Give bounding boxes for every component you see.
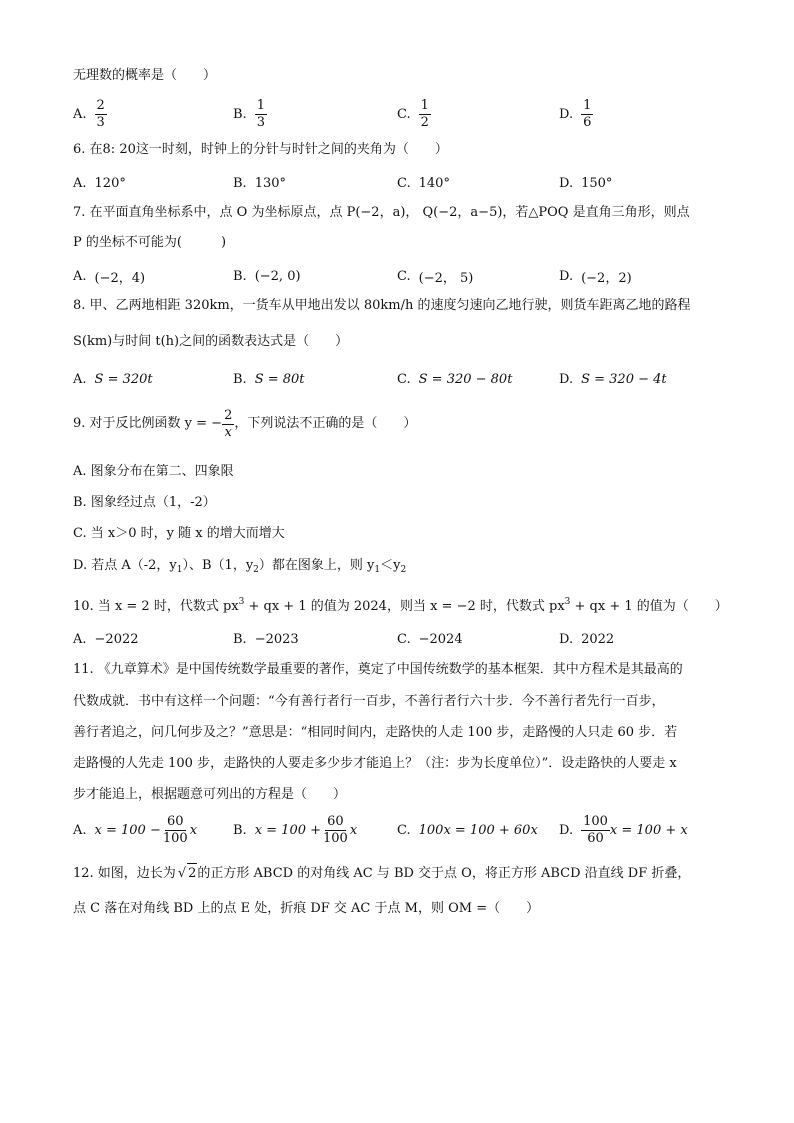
fraction: $\frac{100}{60}$	[583, 813, 608, 846]
q11-options	[73, 808, 723, 852]
q8-stem-line1: 8. 甲、乙两地相距 320km，一货车从甲地出发以 80km/h 的速度匀速向乙地行驶，则货车距离乙地的路程	[73, 298, 691, 313]
q11-option-a[interactable]: A. x = 100 − $\frac{60}{100}$ x	[73, 813, 198, 846]
q11-stem-line1: 11. 《九章算术》是中国传统数学最重要的著作，奠定了中国传统数学的基本框架．其中方程术是其最高的	[73, 662, 683, 677]
q7-stem-line2: P 的坐标不可能为( )	[73, 235, 227, 250]
q5-option-d[interactable]: D. $\frac{1}{6}$	[559, 97, 592, 130]
q11-option-b[interactable]: B. x = 100 + $\frac{60}{100}$ x	[233, 813, 358, 846]
sqrt-radicand: 2	[187, 863, 197, 884]
q5-option-a[interactable]: A. $\frac{2}{3}$	[73, 97, 105, 130]
q8-option-b[interactable]: B. S = 80t	[233, 371, 305, 387]
q6-option-c[interactable]: C. 140°	[397, 175, 450, 191]
q9-choice-b[interactable]: B. 图象经过点（1，-2）	[73, 495, 216, 510]
fraction: $\frac{60}{100}$	[323, 813, 348, 846]
q10-stem: 10. 当 x = 2 时，代数式 $px^3$ + qx + 1 的值为 2024，则当 x = −2 时，代数式 $px^3$ + qx + 1 的值为（ ）	[73, 597, 728, 614]
q10-option-c[interactable]: C. −2024	[397, 631, 463, 647]
q6-stem: 6. 在8: 20这一时刻，时钟上的分针与时针之间的夹角为（ ）	[73, 142, 448, 157]
fraction: $\frac{1}{3}$	[256, 97, 265, 130]
q6-option-b[interactable]: B. 130°	[233, 175, 287, 191]
q10-options	[73, 627, 723, 651]
q5-option-c[interactable]: C. $\frac{1}{2}$	[397, 97, 429, 130]
fraction: $\frac{2}{3}$	[96, 97, 105, 130]
q5-stem: 无理数的概率是（ ）	[73, 68, 217, 83]
q11-option-c[interactable]: C. 100x = 100 + 60x	[397, 822, 538, 838]
q6-option-d[interactable]: D. 150°	[559, 175, 613, 191]
q11-stem-line3: 善行者追之，问几何步及之？”意思是：“相同时间内，走路快的人走 100 步，走路慢的人只走 60 步．若	[73, 725, 678, 740]
fraction: $\frac{1}{6}$	[583, 97, 592, 130]
q8-stem-line2: S(km)与时间 t(h)之间的函数表达式是（ ）	[73, 334, 349, 349]
q6-option-a[interactable]: A. 120°	[73, 175, 126, 191]
q11-option-d[interactable]: D. $\frac{100}{60}$ x = 100 + x	[559, 813, 688, 846]
q10-option-a[interactable]: A. −2022	[73, 631, 139, 647]
q9-stem: 9. 对于反比例函数 y = − $\frac{2}{x}$ ，下列说法不正确的是（ ）	[73, 407, 417, 440]
fraction: $\frac{2}{x}$	[224, 407, 233, 440]
q5-option-b[interactable]: B. $\frac{1}{3}$	[233, 97, 265, 130]
q11-stem-line4: 走路慢的人先走 100 步，走路快的人要走多少步才能追上？（注：步为长度单位）”．设走路快的人要走 x	[73, 756, 677, 771]
q8-option-c[interactable]: C. S = 320 − 80t	[397, 371, 513, 387]
q5-options	[73, 92, 723, 136]
fraction: $\frac{60}{100}$	[162, 813, 188, 846]
q7-option-a[interactable]: A. (−2，4)	[73, 268, 146, 286]
q11-stem-line2: 代数成就．书中有这样一个问题：“今有善行者行一百步，不善行者行六十步．今不善行者先行一百步，	[73, 694, 665, 709]
q6-options	[73, 171, 723, 195]
q10-option-d[interactable]: D. 2022	[559, 631, 615, 647]
q7-option-b[interactable]: B. (−2, 0)	[233, 268, 301, 284]
q7-option-d[interactable]: D. (−2，2)	[559, 268, 632, 286]
q7-options	[73, 264, 723, 288]
q11-stem-line5: 步才能追上，根据题意可列出的方程是（ ）	[73, 787, 347, 802]
q12-stem-line1: 12. 如图，边长为 √ 2的正方形 ABCD 的对角线 AC 与 BD 交于点 O，将正方形 ABCD 沿直线 DF 折叠，	[73, 863, 690, 884]
q8-options	[73, 367, 723, 391]
q9-choice-c[interactable]: C. 当 x＞0 时，y 随 x 的增大而增大	[73, 526, 285, 541]
q7-option-c[interactable]: C. (−2， 5)	[397, 268, 474, 286]
q12-stem-line2: 点 C 落在对角线 BD 上的点 E 处，折痕 DF 交 AC 于点 M，则 OM =（ ）	[73, 901, 540, 916]
q8-option-a[interactable]: A. S = 320t	[73, 371, 153, 387]
q7-stem-line1: 7. 在平面直角坐标系中，点 O 为坐标原点，点 P(−2，a)， Q(−2，a−5)，若△POQ 是直角三角形，则点	[73, 205, 690, 220]
q9-choice-a[interactable]: A. 图象分布在第二、四象限	[73, 464, 234, 479]
q8-option-d[interactable]: D. S = 320 − 4t	[559, 371, 667, 387]
q9-choice-d[interactable]: D. 若点 A（-2，$y_1$）、B（1，$y_2$）都在图象上，则 $y_1<y_2$	[73, 558, 407, 575]
q10-option-b[interactable]: B. −2023	[233, 631, 299, 647]
fraction: $\frac{1}{2}$	[420, 97, 429, 130]
